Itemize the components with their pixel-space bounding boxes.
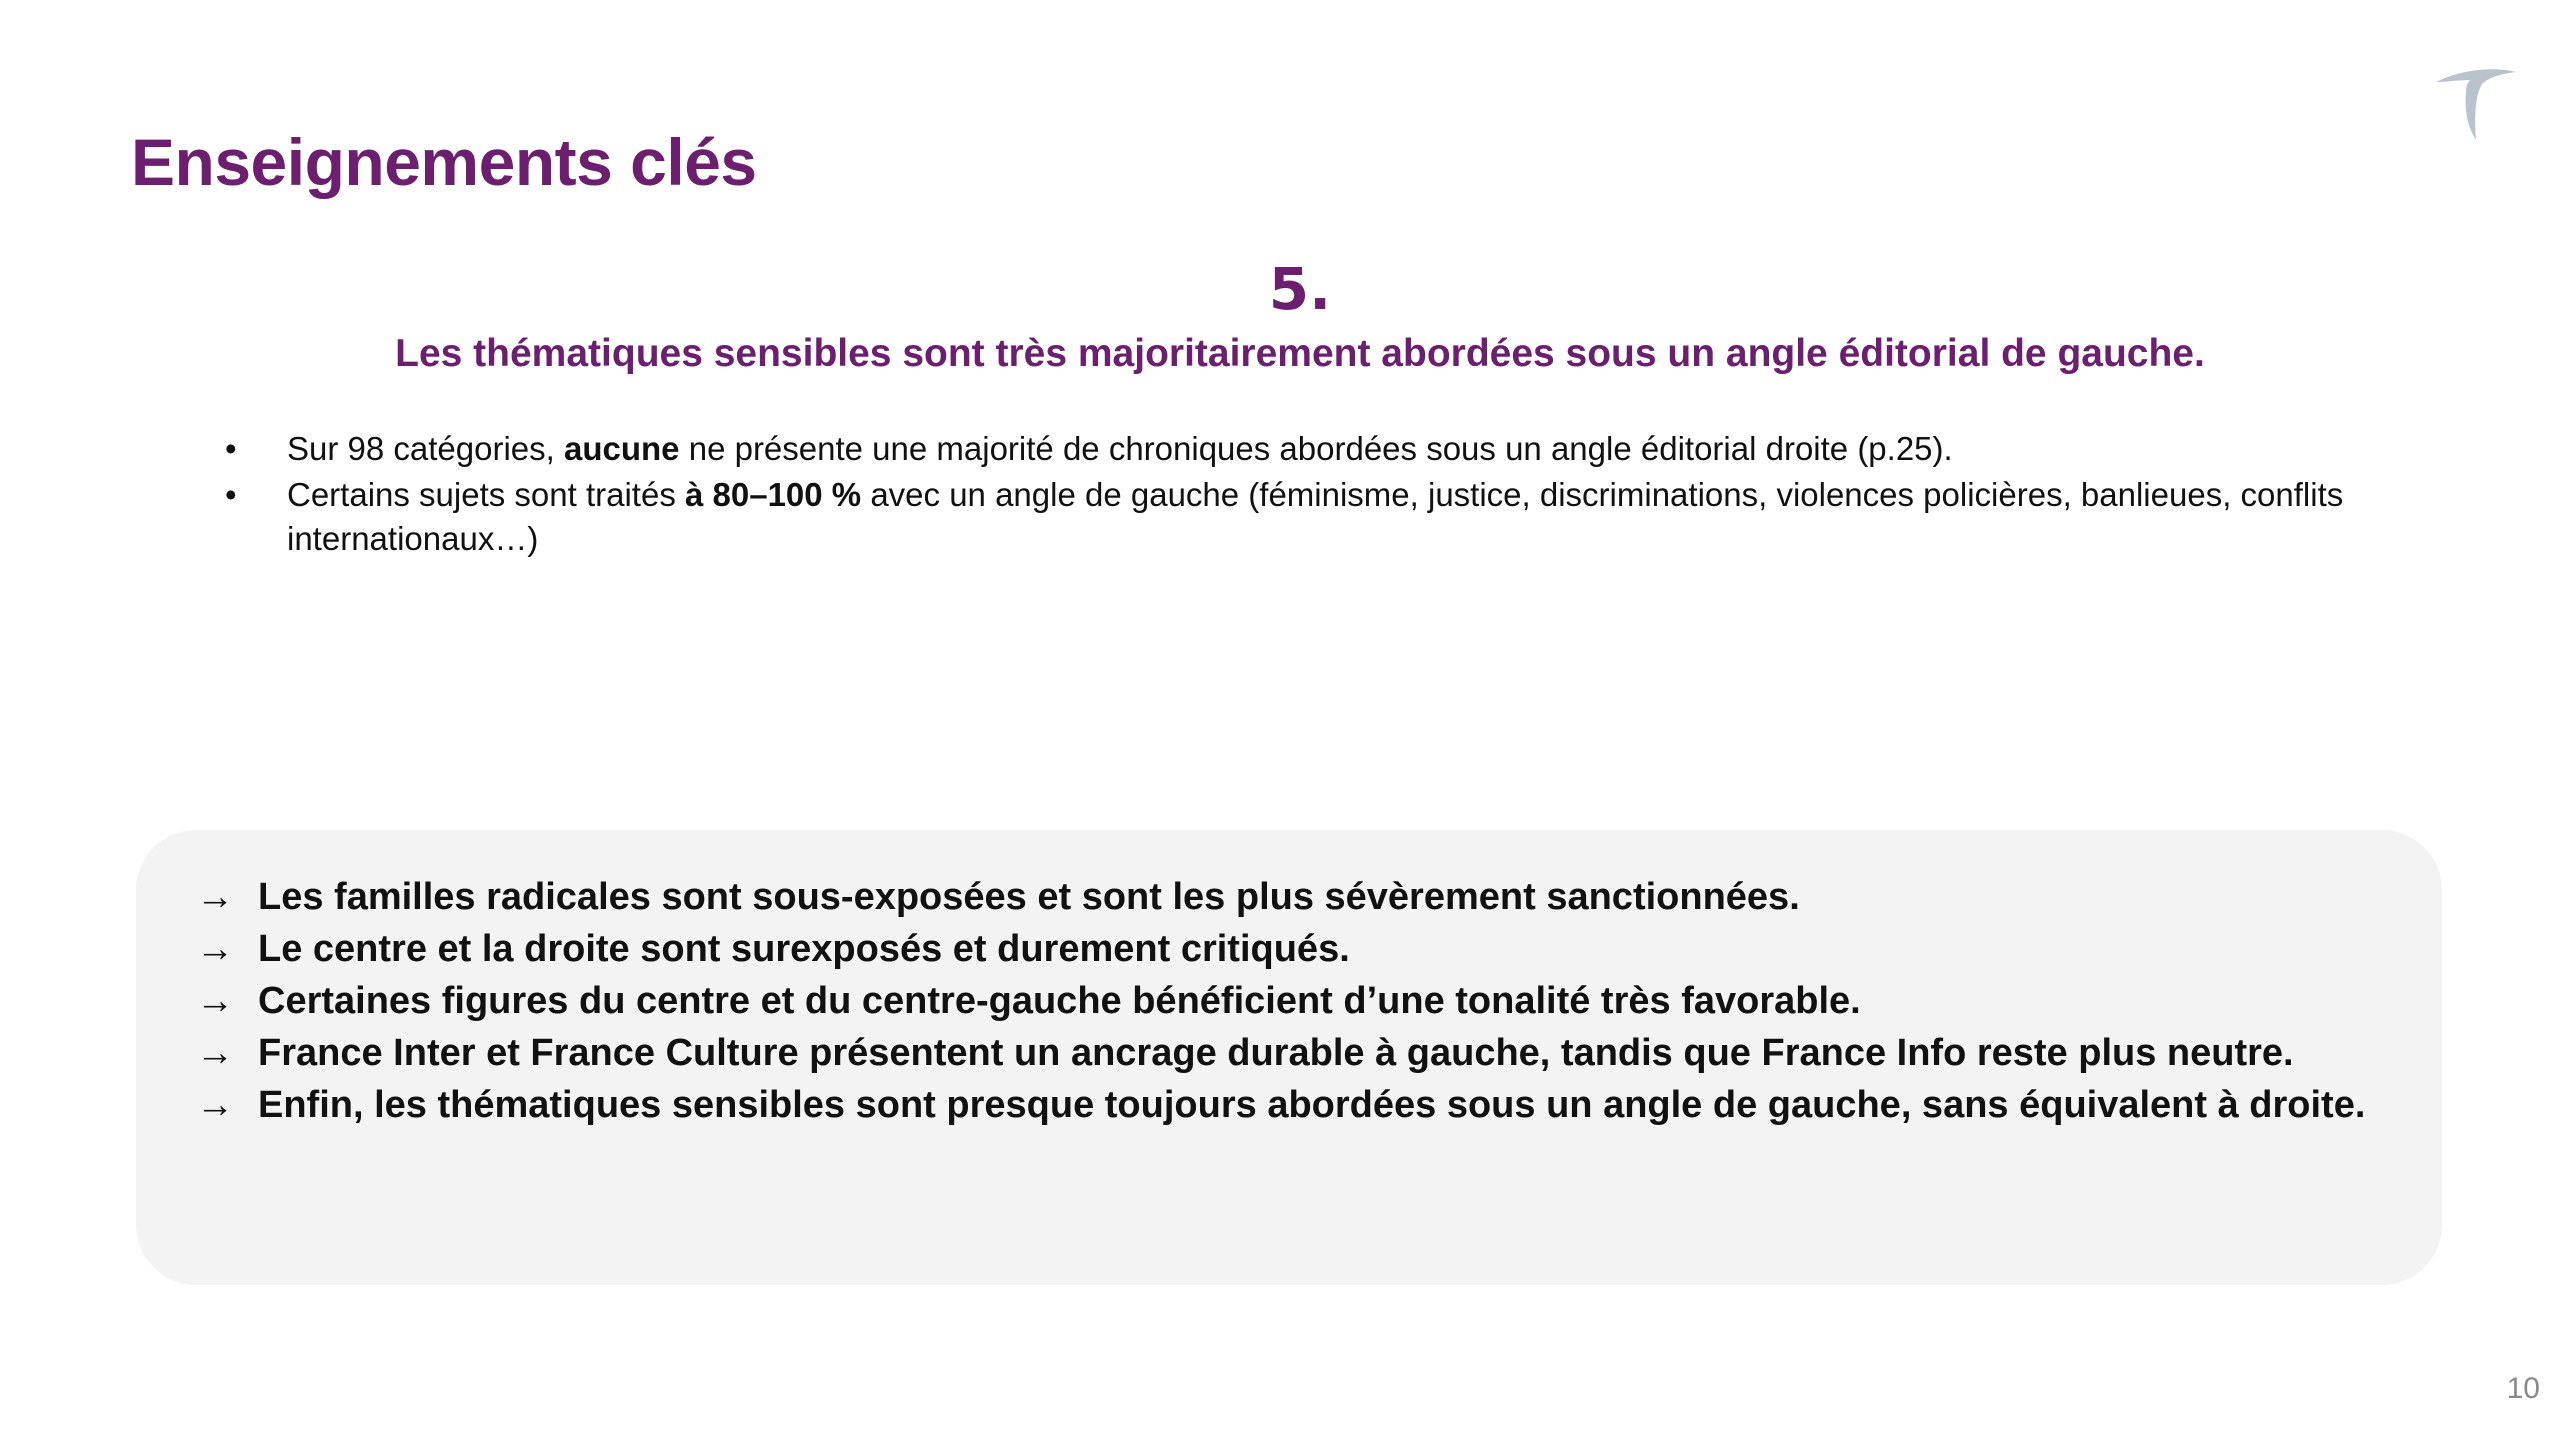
bullet-text-part: Sur 98 catégories, bbox=[287, 430, 564, 467]
bullet-bold-text: aucune bbox=[564, 430, 680, 467]
arrow-right-icon: → bbox=[196, 1032, 234, 1074]
bullet-text-part: ne présente une majorité de chroniques abordées sous un angle éditorial droite (p.25). bbox=[679, 430, 1953, 467]
bullet-marker: • bbox=[225, 430, 237, 467]
bullet-marker: • bbox=[225, 476, 237, 513]
page-number: 10 bbox=[2506, 1372, 2540, 1405]
list-item bbox=[196, 975, 2368, 1027]
list-item bbox=[196, 1027, 2368, 1079]
bullet-bold-text: à 80–100 % bbox=[685, 476, 862, 513]
conclusions-list bbox=[196, 871, 2368, 1131]
arrow-right-icon: → bbox=[196, 876, 234, 918]
list-item bbox=[196, 871, 2368, 923]
list-item bbox=[225, 427, 2455, 471]
list-item bbox=[196, 1079, 2368, 1131]
conclusion-text: France Inter et France Culture présentent un ancrage durable à gauche, tandis que France Info reste plus neutre. bbox=[258, 1032, 2294, 1074]
conclusion-text: Les familles radicales sont sous-exposées et sont les plus sévèrement sanctionnées. bbox=[258, 876, 1800, 918]
list-item bbox=[225, 473, 2455, 561]
bullet-list bbox=[225, 427, 2455, 563]
list-item bbox=[196, 923, 2368, 975]
bullet-text-part: Certains sujets sont traités bbox=[287, 476, 685, 513]
conclusion-text: Certaines figures du centre et du centre-gauche bénéficient d’une tonalité très favorable. bbox=[258, 980, 1861, 1022]
section-subtitle: Les thématiques sensibles sont très majoritairement abordées sous un angle éditorial de gauche. bbox=[395, 332, 2205, 375]
arrow-right-icon: → bbox=[196, 980, 234, 1022]
conclusion-text: Le centre et la droite sont surexposés et durement critiqués. bbox=[258, 928, 1350, 970]
conclusion-text: Enfin, les thématiques sensibles sont presque toujours abordées sous un angle de gauche, sans équivalent à droite. bbox=[258, 1084, 2366, 1126]
arrow-right-icon: → bbox=[196, 1084, 234, 1126]
arrow-right-icon: → bbox=[196, 928, 234, 970]
bullet-text-part: avec un angle de gauche (féminisme, justice, discriminations, violences policières, banlieues, conflits internationaux…) bbox=[287, 476, 2344, 557]
section-number: 5. bbox=[1268, 255, 1332, 323]
page-title: Enseignements clés bbox=[131, 125, 757, 199]
stylized-t-logo-icon bbox=[2430, 62, 2520, 152]
